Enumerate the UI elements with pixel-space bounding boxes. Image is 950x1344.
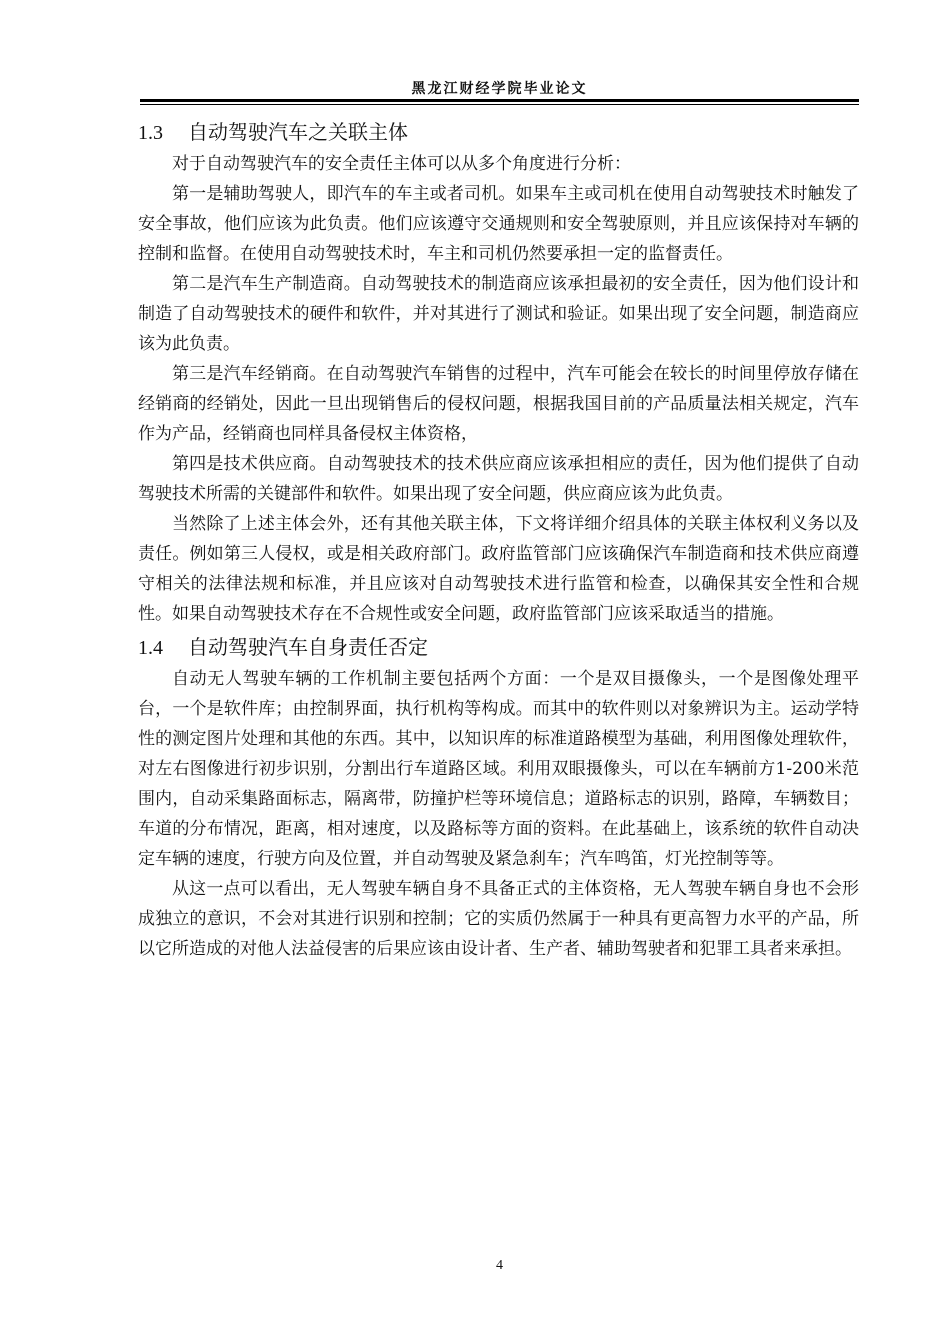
paragraph: 对于自动驾驶汽车的安全责任主体可以从多个角度进行分析： [172,154,631,174]
page-number: 4 [496,1258,503,1273]
section-heading-1-4 [138,631,859,664]
body-content [138,116,859,964]
header-rule-thin [140,104,859,105]
paragraph: 第四是技术供应商。自动驾驶技术的技术供应商应该承担相应的责任，因为他们提供了自动驾驶技术所需的关键部件和软件。如果出现了安全问题，供应商应该为此负责。 [138,454,859,504]
header-rule-thick [140,99,859,102]
section-title: 自动驾驶汽车之关联主体 [188,120,408,144]
section-number: 1.4 [138,637,163,659]
running-header: 黑龙江财经学院毕业论文 [411,81,588,97]
paragraph: 第一是辅助驾驶人，即汽车的车主或者司机。如果车主或司机在使用自动驾驶技术时触发了安全事故，他们应该为此负责。他们应该遵守交通规则和安全驾驶原则，并且应该保持对车辆的控制和监督。在使用自动驾驶技术时，车主和司机仍然要承担一定的监督责任。 [138,184,859,264]
paragraph: 自动无人驾驶车辆的工作机制主要包括两个方面：一个是双目摄像头，一个是图像处理平台，一个是软件库；由控制界面，执行机构等构成。而其中的软件则以对象辨识为主。运动学特性的测定图片处理和其他的东西。其中，以知识库的标准道路模型为基础，利用图像处理软件，对左右图像进行初步识别，分割出行车道路区域。利用双眼摄像头，可以在车辆前方1-200米范围内，自动采集路面标志，隔离带，防撞护栏等环境信息；道路标志的识别，路障，车辆数目；车道的分布情况，距离，相对速度，以及路标等方面的资料。在此基础上，该系统的软件自动决定车辆的速度，行驶方向及位置，并自动驾驶及紧急刹车；汽车鸣笛，灯光控制等等。 [138,669,859,869]
paragraph: 第三是汽车经销商。在自动驾驶汽车销售的过程中，汽车可能会在较长的时间里停放存储在经销商的经销处，因此一旦出现销售后的侵权问题，根据我国目前的产品质量法相关规定，汽车作为产品，经销商也同样具备侵权主体资格， [138,364,859,444]
paragraph: 从这一点可以看出，无人驾驶车辆自身不具备正式的主体资格，无人驾驶车辆自身也不会形成独立的意识，不会对其进行识别和控制；它的实质仍然属于一种具有更高智力水平的产品，所以它所造成的对他人法益侵害的后果应该由设计者、生产者、辅助驾驶者和犯罪工具者来承担。 [138,879,859,959]
section-number: 1.3 [138,122,163,144]
paragraph: 当然除了上述主体会外，还有其他关联主体，下文将详细介绍具体的关联主体权利义务以及责任。例如第三人侵权，或是相关政府部门。政府监管部门应该确保汽车制造商和技术供应商遵守相关的法律法规和标准，并且应该对自动驾驶技术进行监管和检查，以确保其安全性和合规性。如果自动驾驶技术存在不合规性或安全问题，政府监管部门应该采取适当的措施。 [138,514,859,624]
section-heading-1-3 [138,116,859,149]
paragraph: 第二是汽车生产制造商。自动驾驶技术的制造商应该承担最初的安全责任，因为他们设计和制造了自动驾驶技术的硬件和软件，并对其进行了测试和验证。如果出现了安全问题，制造商应该为此负责。 [138,274,859,354]
section-title: 自动驾驶汽车自身责任否定 [188,635,428,659]
